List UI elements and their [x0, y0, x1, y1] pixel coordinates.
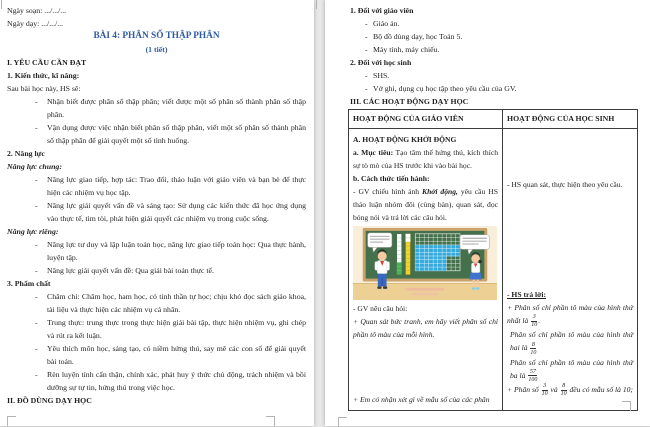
bullet-text: Giáo án. — [373, 19, 400, 28]
bullet-text: Bộ đồ dùng dạy, học Toán 5. — [373, 32, 463, 41]
margin-mark — [1, 0, 10, 9]
margin-mark — [308, 0, 317, 9]
table-header-row — [349, 110, 637, 129]
bullet-dash: - — [365, 71, 368, 80]
khoi-dong-illustration — [353, 225, 497, 301]
bullet-text: Năng lực giải quyết vấn đề và sáng tạo: Sử dụng các kiến thức đã học ứng dụng vào thực tế, tìm tòi, phát hiện giải quyết các nhiệm vụ trong cuộc sống. — [47, 201, 306, 223]
section-iii-heading: III. CÁC HOẠT ĐỘNG DẠY HỌC — [350, 97, 469, 106]
bullet-dash: - — [35, 266, 38, 275]
fraction-8-10: $\frac{8}{10}$ — [530, 341, 537, 356]
list-item — [7, 199, 306, 225]
fraction-strip-green — [397, 234, 402, 275]
answer-2 — [507, 328, 633, 355]
fraction-3-10-b: $\frac{3}{10}$ — [541, 383, 548, 398]
bullet-text: Máy tính, máy chiếu. — [373, 45, 440, 54]
gv-chieu-paragraph — [353, 185, 498, 224]
list-item — [7, 238, 306, 264]
bullet-dash: - — [365, 84, 368, 93]
section-ii-heading: II. ĐỒ DÙNG DẠY HỌC — [7, 396, 92, 405]
page-right — [325, 0, 650, 426]
cell-hs-activities — [503, 129, 637, 410]
bullet-text: Năng lực giải quyết vấn đề: Qua giải bài toán thực tế. — [47, 266, 214, 275]
bullet-text: Vở ghi, dụng cụ học tập theo yêu cầu của GV. — [373, 84, 517, 93]
hs-heading: 2. Đối với học sinh — [350, 58, 412, 67]
muc-tieu-text: Tạo tâm thế hứng thú, kích thích sự tò mò của HS trước khi vào bài học. — [353, 148, 499, 170]
activity-a-heading: A. HOẠT ĐỘNG KHỞI ĐỘNG — [353, 135, 457, 144]
activities-table — [348, 109, 638, 411]
answer-2-text: Phân số chỉ phần tô màu của hình thứ hai là — [510, 330, 633, 353]
list-item — [7, 342, 306, 368]
bullet-dash: - — [365, 45, 368, 54]
bullet-dash: - — [35, 240, 38, 249]
bullet-dash: - — [35, 318, 38, 327]
lesson-title: BÀI 4: PHÂN SỐ THẬP PHÂN — [93, 31, 220, 41]
answer-1 — [507, 301, 633, 328]
question-1: + Quan sát bức tranh, em hãy viết phân số chỉ phần tô màu của mỗi hình. — [353, 317, 498, 339]
margin-mark — [266, 416, 275, 426]
khoi-dong-emphasis: Khởi động, — [422, 187, 458, 196]
bullet-dash: - — [35, 344, 38, 353]
bullet-dash: - — [35, 201, 38, 210]
bullet-dash: - — [35, 175, 38, 184]
ngay-day-line: Ngày dạy: .../.../... — [7, 19, 64, 28]
margin-mark — [622, 401, 631, 411]
bullet-text: Yêu thích môn học, sáng tạo, có niềm hứng thú, say mê các con số để giải quyết bài toán. — [47, 344, 306, 366]
hs-tra-loi-heading: - HS trả lời: — [507, 290, 547, 299]
fraction-3-10: $\frac{3}{10}$ — [531, 314, 538, 329]
gv-heading: 1. Đối với giáo viên — [350, 6, 414, 15]
gv-neu-line: - GV nêu câu hỏi: — [353, 304, 408, 313]
gv-chieu-pre: - GV chiếu hình ảnh — [353, 187, 420, 196]
gv-chieu-post: yêu cầu HS thảo luận nhóm đôi (cùng bàn), quan sát, đọc bóng nói và trả lời các câu hỏi. — [353, 187, 498, 222]
nang-luc-chung-label: Năng lực chung: — [7, 162, 62, 171]
answer-1-period: . — [538, 316, 541, 325]
bullet-dash: - — [365, 32, 368, 41]
pham-chat-heading: 3. Phẩm chất — [7, 279, 51, 288]
list-item — [350, 69, 650, 82]
bullet-dash: - — [365, 19, 368, 28]
kien-thuc-intro: Sau bài học này, HS sẽ: — [7, 84, 81, 93]
bullet-text: Trung thực: trung thực trong thực hiện giải bài tập, thực hiện nhiệm vụ, ghi chép và rút ra kết luận. — [47, 318, 306, 340]
fraction-strip-yellow — [406, 234, 411, 275]
hs-quan-sat-line: - HS quan sát, thực hiện theo yêu cầu. — [507, 180, 623, 189]
list-item — [350, 17, 650, 30]
muc-tieu-paragraph — [353, 146, 498, 172]
table-header-gv: HOẠT ĐỘNG CỦA GIÁO VIÊN — [349, 110, 503, 128]
bullet-text: Rèn luyện tính cẩn thận, chính xác, phát huy ý thức chủ động, trách nhiệm và bồi dưỡng sự tự tin, hứng thú trong việc học. — [47, 370, 306, 392]
bullet-text: Vận dụng được việc nhận biết phân số thập phân, viết một số phân số thành phân số thập phân để giải quyết một số tình huống. — [47, 123, 306, 145]
bullet-dash: - — [35, 292, 38, 301]
answer-3 — [507, 356, 633, 383]
ngay-soan-line: Ngày soạn: .../.../... — [7, 6, 67, 15]
bullet-text: Năng lực giao tiếp, hợp tác: Trao đổi, thảo luận với giáo viên và bạn bè để thực hiện các nhiệm vụ học tập. — [47, 175, 306, 197]
list-item — [7, 316, 306, 342]
bullet-text: Năng lực tư duy và lập luận toán học, năng lực giao tiếp toán học: Qua thực hành, luyện tập. — [47, 240, 306, 262]
list-item — [7, 121, 306, 147]
fraction-8-10-b: $\frac{8}{10}$ — [560, 383, 567, 398]
bullet-text: SHS. — [373, 71, 390, 80]
cach-thuc-label: b. Cách thức tiến hành: — [353, 174, 430, 183]
answer-3-text: Phân số chỉ phần tô màu của hình thứ ba là — [510, 357, 633, 380]
section-i-heading: I. YÊU CẦU CẦN ĐẠT — [7, 58, 87, 67]
fraction-57-100: $\frac{57}{100}$ — [528, 368, 538, 383]
cell-gv-activities — [349, 129, 503, 410]
list-item — [7, 173, 306, 199]
answer-4-pre: + Phân số — [507, 384, 539, 394]
lesson-duration: (1 tiết) — [145, 45, 168, 54]
bullet-text: Nhận biết được phân số thập phân; viết được một số phân số thành phân số thập phân. — [47, 97, 306, 119]
list-item — [350, 30, 650, 43]
list-item — [7, 95, 306, 121]
kien-thuc-heading: 1. Kiến thức, kĩ năng: — [7, 71, 80, 80]
list-item — [350, 82, 650, 95]
table-body-row — [349, 129, 637, 410]
answer-4-post: đều có mẫu số là 10; — [569, 384, 633, 394]
answer-4-mid: và — [550, 384, 558, 394]
list-item — [7, 290, 306, 316]
table-header-hs: HOẠT ĐỘNG CỦA HỌC SINH — [507, 114, 615, 123]
bullet-dash: - — [35, 97, 38, 106]
margin-mark — [7, 416, 16, 426]
answer-4 — [507, 383, 633, 397]
muc-tieu-label: a. Mục tiêu: — [353, 148, 394, 157]
question-2: + Em có nhận xét gì về mẫu số của các phân — [353, 395, 490, 404]
list-item — [7, 264, 306, 277]
page-left — [0, 0, 314, 426]
bullet-text: Chăm chỉ: Chăm học, ham học, có tinh thần tự học; chịu khó đọc sách giáo khoa, tài liệu và thực hiện các nhiệm vụ cá nhân. — [47, 292, 306, 314]
answer-1-text: + Phân số chỉ phần tô màu của hình thứ nhất là — [507, 303, 633, 325]
classroom-floor — [353, 283, 497, 300]
nang-luc-rieng-label: Năng lực riêng: — [7, 227, 59, 236]
list-item — [350, 43, 650, 56]
list-item — [7, 368, 306, 394]
bullet-dash: - — [35, 123, 38, 132]
bullet-dash: - — [35, 370, 38, 379]
nang-luc-heading: 2. Năng lực — [7, 149, 45, 158]
